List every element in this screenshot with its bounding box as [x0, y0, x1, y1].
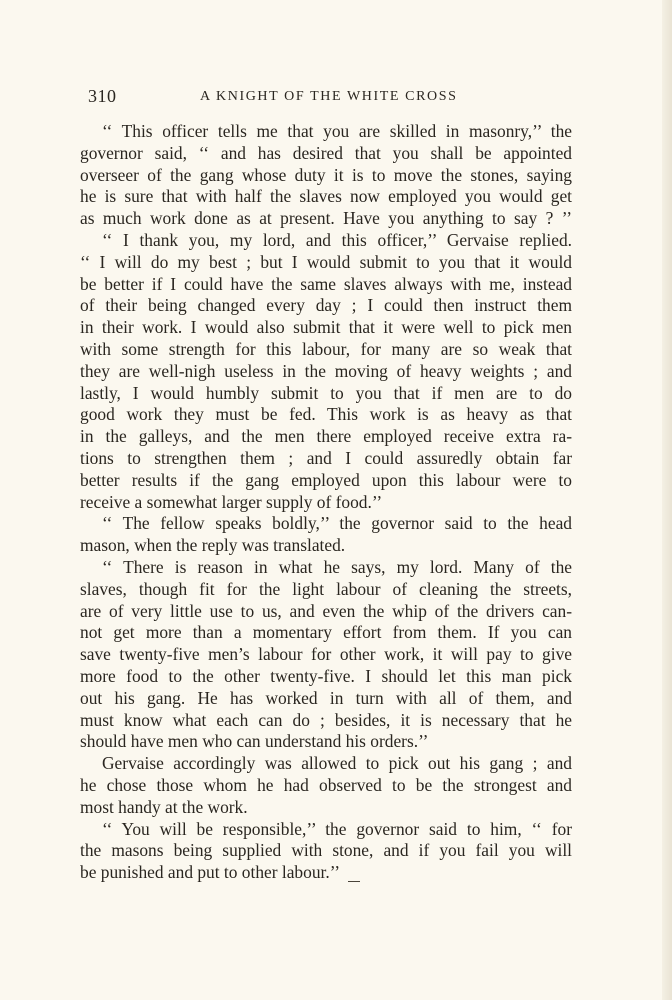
- text-line: the masons being supplied with stone, and if you fail you will: [80, 840, 572, 861]
- running-head: [88, 86, 572, 108]
- text-line: as much work done as at present. Have you anything to say ? ’’: [80, 208, 572, 229]
- text-line: slaves, though fit for the light labour of cleaning the streets,: [80, 578, 572, 599]
- text-line: they are well-nigh useless in the moving of heavy weights ; and: [80, 360, 572, 381]
- body-text: [80, 121, 572, 884]
- text-line: ‘‘ I will do my best ; but I would submit to you that it would: [80, 251, 572, 272]
- text-line: most handy at the work.: [80, 796, 248, 817]
- text-line: ‘‘ I thank you, my lord, and this officer,’’ Gervaise replied.: [102, 229, 572, 250]
- text-line: not get more than a momentary effort from them. If you can: [80, 622, 572, 643]
- text-line: ‘‘ There is reason in what he says, my lord. Many of the: [102, 556, 572, 577]
- text-line: in the galleys, and the men there employed receive extra ra-: [80, 426, 572, 447]
- text-line: he chose those whom he had observed to be the strongest and: [80, 774, 572, 795]
- text-line: better results if the gang employed upon this labour were to: [80, 469, 572, 490]
- text-line: governor said, ‘‘ and has desired that you shall be appointed: [80, 142, 572, 163]
- page-edge-shadow: [662, 0, 672, 1000]
- text-line: should have men who can understand his orders.’’: [80, 731, 429, 752]
- text-line: more food to the other twenty-five. I should let this man pick: [80, 665, 572, 686]
- text-line: he is sure that with half the slaves now employed you would get: [80, 186, 572, 207]
- text-line: with some strength for this labour, for many are so weak that: [80, 338, 572, 359]
- last-line-text: be punished and put to other labour.’’: [80, 862, 340, 883]
- text-line: in their work. I would also submit that it were well to pick men: [80, 317, 572, 338]
- text-line: are of very little use to us, and even the whip of the drivers can-: [80, 600, 572, 621]
- text-line: good work they must be fed. This work is as heavy as that: [80, 404, 572, 425]
- running-title: A KNIGHT OF THE WHITE CROSS: [200, 89, 458, 104]
- text-line: out his gang. He has worked in turn with all of them, and: [80, 687, 572, 708]
- text-line: of their being changed every day ; I could then instruct them: [80, 295, 572, 316]
- text-line: be better if I could have the same slaves always with me, instead: [80, 273, 572, 294]
- text-line: mason, when the reply was translated.: [80, 535, 346, 556]
- text-line: Gervaise accordingly was allowed to pick out his gang ; and: [102, 753, 572, 774]
- page-number: 310: [88, 86, 117, 106]
- text-line: ‘‘ You will be responsible,’’ the governor said to him, ‘‘ for: [102, 818, 572, 839]
- text-line: ‘‘ This officer tells me that you are skilled in masonry,’’ the: [102, 121, 572, 141]
- text-line: ‘‘ The fellow speaks boldly,’’ the governor said to the head: [102, 513, 572, 534]
- text-line: save twenty-five men’s labour for other work, it will pay to give: [80, 644, 572, 665]
- text-line: receive a somewhat larger supply of food.’’: [80, 491, 383, 512]
- text-line: overseer of the gang whose duty it is to move the stones, saying: [80, 164, 572, 185]
- text-line-last: [80, 862, 572, 884]
- text-line: tions to strengthen them ; and I could assuredly obtain far: [80, 447, 572, 468]
- end-mark: [348, 881, 360, 882]
- text-line: lastly, I would humbly submit to you that if men are to do: [80, 382, 572, 403]
- text-line: must know what each can do ; besides, it is necessary that he: [80, 709, 572, 730]
